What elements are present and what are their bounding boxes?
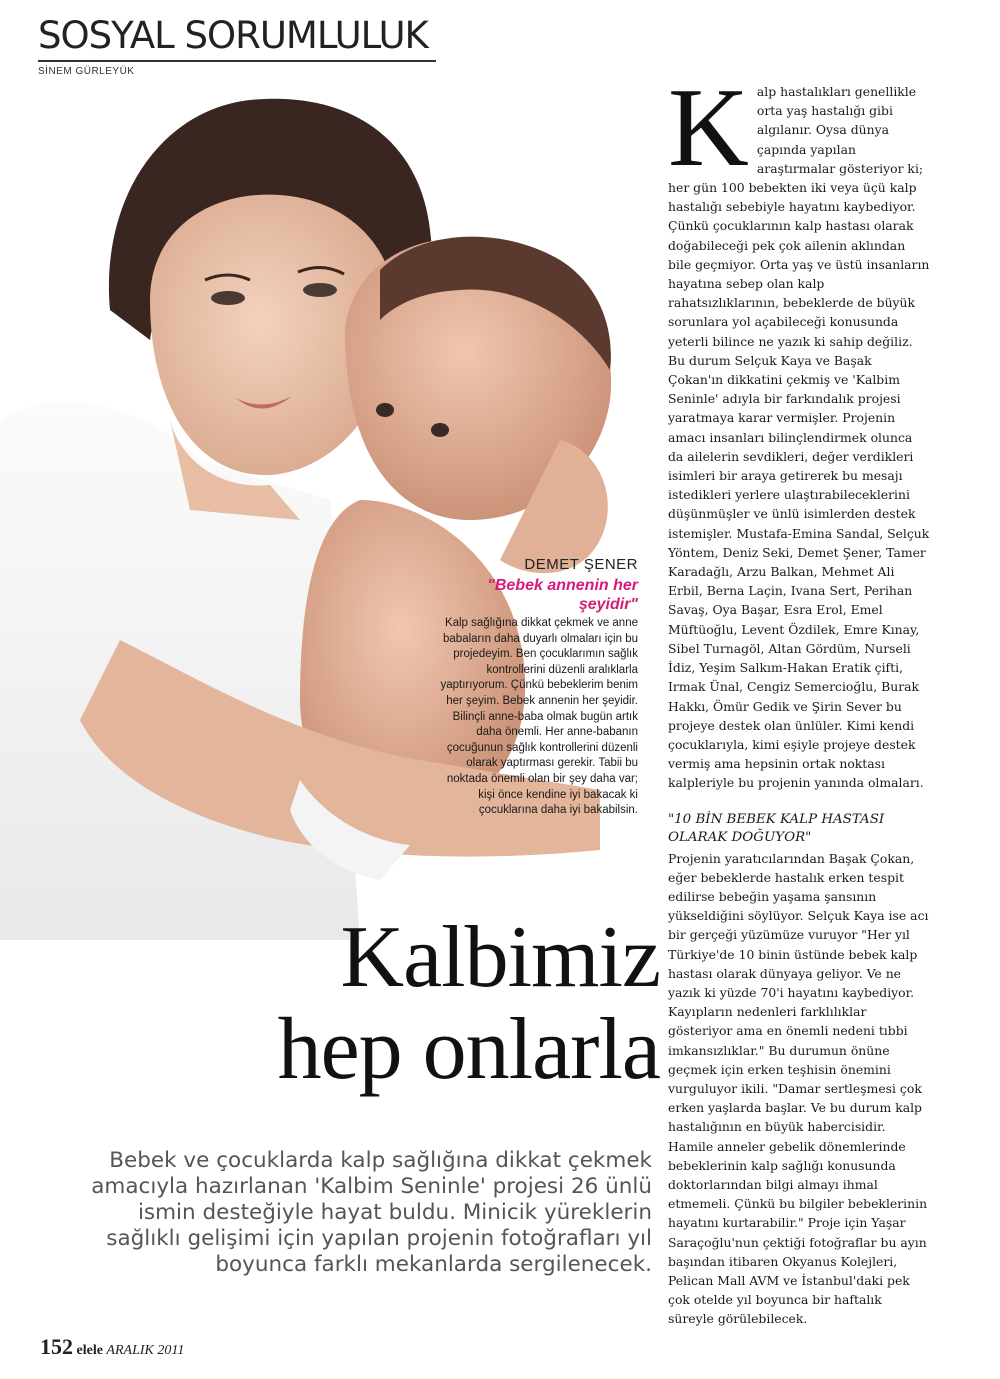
drop-cap: K bbox=[668, 66, 749, 190]
section-rule bbox=[38, 60, 436, 62]
author-byline: SİNEM GÜRLEYÜK bbox=[38, 66, 135, 77]
sidebar-body: Kalp sağlığına dikkat çekmek ve anne babaların daha duyarlı olmaları için bu projedeyim. Ben çocuklarımın sağlık kontrollerini düzenli aralıklarla yaptırıyorum. Çünkü bebeklerim benim her şeyim. Bebek annenin her şeyidir. Bilinçli anne-baba olmak bugün artık daha önemli. Her anne-babanın çocuğunun sağlık kontrollerini düzenli olarak yaptırması gerekir. Tabii bu noktada önemli olan bir şey daha var; kişi önce kendine iyi bakacak ki çocuklarına daha iyi bakabilsin. bbox=[440, 617, 638, 817]
article-body bbox=[668, 66, 930, 1329]
article-paragraph: alp hastalıkları genellikle orta yaş hastalığı gibi algılanır. Oysa dünya çapında yapılan araştırmalar gösteriyor ki; her gün 100 bebekten iki veya üçü kalp hastalığı sebebiyle hayatını kaybediyor. Çünkü çocuklarının kalp hastası olarak doğabileceği pek çok ailenin aklından bile geçmiyor. Orta yaş ve üstü insanların hayatına sebep olan kalp rahatsızlıklarının, bebeklerde de büyük sorunlara yol açabileceği konusunda yeterli bilince ne yazık ki sahip değiliz. Bu durum Selçuk Kaya ve Başak Çokan'ın dikkatini çekmiş ve 'Kalbim Seninle' adıyla bir farkındalık projesi yaratmaya karar vermişler. Projenin amacı insanları bilinçlendirmek olunca da ailelerin sevdikleri, değer verdikleri isimleri bir araya getirerek bu mesajı istedikleri yerlere ulaştırabileceklerini düşünmüşler ve ünlü isimlerden destek istemişler. Mustafa-Emina Sandal, Selçuk Yöntem, Deniz Seki, Demet Şener, Tamer Karadağlı, Arzu Balkan, Mehmet Ali Erbil, Berna Laçin, Ivana Sert, Perihan Savaş, Oya Başar, Esra Erol, Emel Müftüoğlu, Levent Özdilek, Emre Kınay, Sibel Turnagöl, Altan Gördüm, Nurseli İdiz, Yeşim Salkım-Hakan Eratik çifti, Irmak Ünal, Cengiz Semercioğlu, Burak Hakkı, Ömür Gedik ve Şirin Sever bu projeye destek olan ünlüler. Kimi kendi çocuklarıyla, kimi eşiyle projeye destek vermiş ama hepsinin ortak noktası kalpleriyle bu projenin yanında olmaları. bbox=[668, 84, 930, 791]
sidebar-name: DEMET ŞENER bbox=[524, 556, 638, 573]
article-paragraph: Projenin yaratıcılarından Başak Çokan, eğer bebeklerde hastalık erken tespit edilirse bebeğin yaşama şansının yükseldiğini söylüyor. Selçuk Kaya ise acı bir gerçeği yüzümüze vuruyor "Her yıl Türkiye'de 10 binin üstünde bebek kalp hastası olarak dünyaya geliyor. Ve ne yazık ki yüzde 70'i hayatını kaybediyor. Kayıpların nedenleri farklılıklar gösteriyor ama en önemli nedeni tıbbi imkansızlıklar." Bu durumun önüne geçmek için erken teşhisin önemini vurguluyor ikili. "Damar sertleşmesi çok erken yaşlarda başlar. Ve bu durum kalp hastalığının en büyük habercisidir. Hamile anneler gebelik dönemlerinde bebeklerinin kalp sağlığı konusunda doktorlarından bilgi almayı ihmal etmemeli. Çünkü bu bilgiler bebeklerinin hayatını kurtarabilir." Proje için Yaşar Saraçoğlu'nun çektiği fotoğraflar bu ayın başından itibaren Okyanus Kolejleri, Pelican Mall AVM ve İstanbul'daki pek çok otelde yıl boyunca bir haftalık süreyle görülebilecek. bbox=[668, 850, 929, 1327]
headline-line-1: Kalbimiz bbox=[340, 909, 660, 1006]
section-title: SOSYAL SORUMLULUK bbox=[38, 14, 428, 57]
issue-date: ARALIK 2011 bbox=[106, 1343, 185, 1358]
article-dek: Bebek ve çocuklarda kalp sağlığına dikkat çekmek amacıyla hazırlanan 'Kalbim Seninle' projesi 26 ünlü ismin desteğiyle hayat buldu. Minicik yüreklerin sağlıklı gelişimi için yapılan projenin fotoğrafları yıl boyunca farklı mekanlarda sergilenecek. bbox=[91, 1148, 652, 1277]
sidebar-quote: "Bebek annenin her şeyidir" bbox=[487, 577, 638, 613]
headline bbox=[60, 909, 660, 1098]
page-number: 152 bbox=[40, 1334, 73, 1359]
celebrity-quote-sidebar bbox=[436, 556, 638, 819]
page-folio bbox=[40, 1334, 184, 1360]
article-subhead: "10 BİN BEBEK KALP HASTASI OLARAK DOĞUYOR" bbox=[668, 811, 885, 845]
magazine-name: elele bbox=[76, 1343, 103, 1358]
headline-line-2: hep onlarla bbox=[277, 1001, 660, 1098]
